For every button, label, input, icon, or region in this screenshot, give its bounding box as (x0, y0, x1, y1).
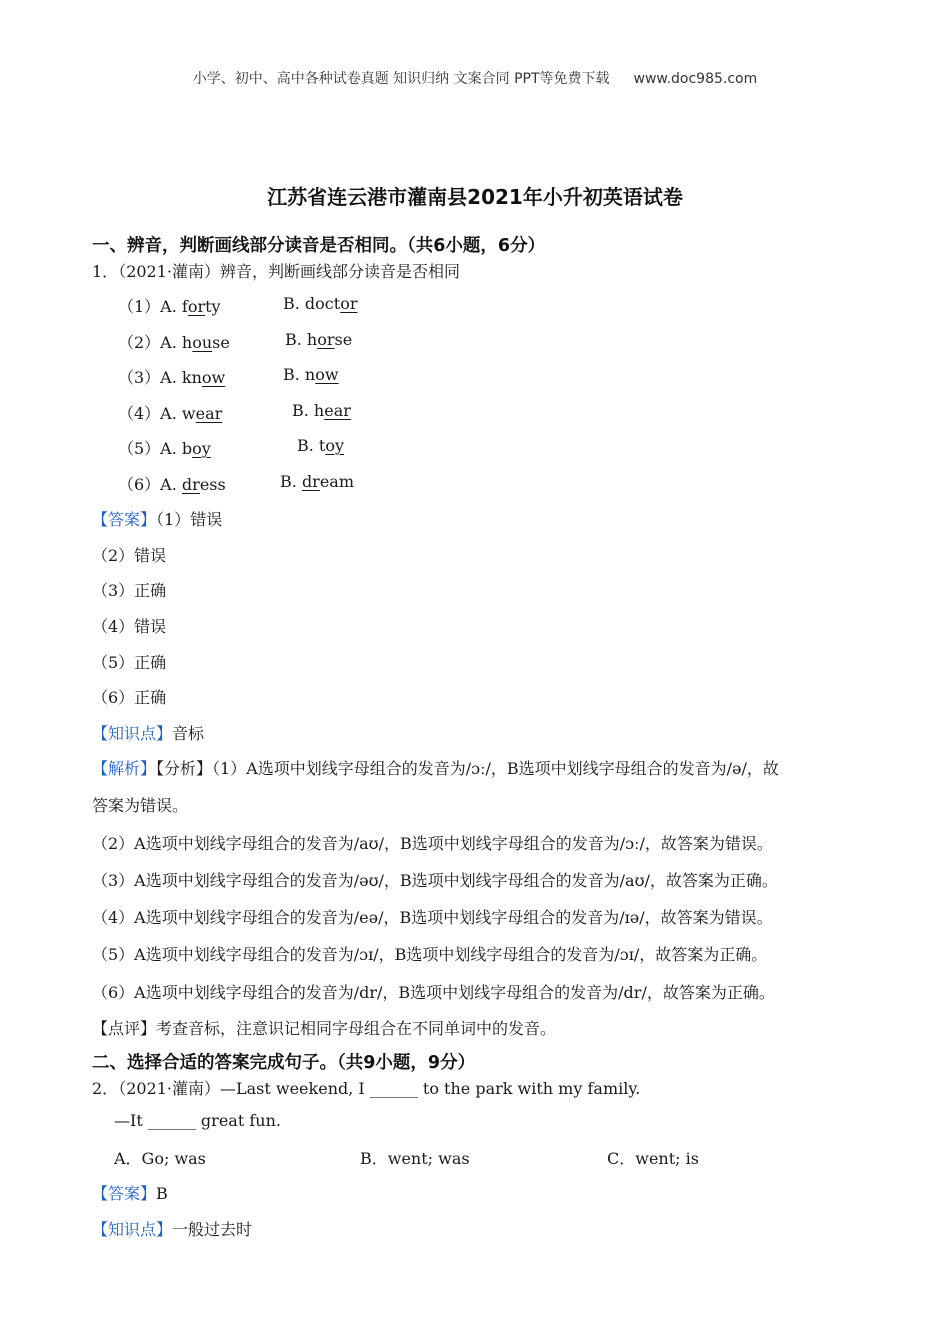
answer-line: （3）正确 (92, 581, 167, 600)
analysis-line: （6）A选项中划线字母组合的发音为/dr/，B选项中划线字母组合的发音为/dr/，故答案为正确。 (92, 983, 775, 1002)
answer-line: （6）正确 (92, 688, 167, 707)
option-c: C．went; is (607, 1149, 699, 1168)
answer-line: （2）错误 (92, 546, 167, 565)
answer-tag: 【答案】 (92, 510, 157, 529)
analysis-line: （5）A选项中划线字母组合的发音为/ɔɪ/，B选项中划线字母组合的发音为/ɔɪ/，故答案为正确。 (92, 945, 768, 964)
option-a: A．Go; was (114, 1149, 206, 1168)
question-number: 2． (92, 1079, 119, 1098)
analysis-line: （2）A选项中划线字母组合的发音为/aʊ/，B选项中划线字母组合的发音为/ɔː/，故答案为错误。 (92, 834, 773, 853)
question-text: 辨音，判断画线部分读音是否相同 (220, 262, 461, 281)
header-site-link[interactable]: www.doc985.com (633, 71, 758, 87)
knowledge-tag: 【知识点】 (92, 724, 173, 743)
analysis-line: （4）A选项中划线字母组合的发音为/eə/，B选项中划线字母组合的发音为/ɪə/，故答案为错误。 (92, 908, 773, 927)
answer-line: （5）正确 (92, 653, 167, 672)
analysis-line: 答案为错误。 (92, 796, 189, 815)
answer-line: （4）错误 (92, 617, 167, 636)
question-text: —Last weekend, I ______ to the park with my family. (220, 1079, 641, 1098)
answer-line: 【答案】（1）错误 (92, 510, 223, 529)
question-2-stem (92, 1076, 640, 1099)
knowledge-tag: 【知识点】 (92, 1220, 173, 1239)
question-2-line-2: —It ______ great fun. (114, 1111, 281, 1130)
analysis-tag: 【解析】 (92, 759, 157, 778)
page-title: 江苏省连云港市灌南县2021年小升初英语试卷 (267, 185, 683, 209)
knowledge-line: 【知识点】音标 (92, 724, 205, 743)
option-b: B．went; was (360, 1149, 470, 1168)
analysis-line: （3）A选项中划线字母组合的发音为/əʊ/，B选项中划线字母组合的发音为/aʊ/，故答案为正确。 (92, 871, 778, 890)
exam-page: 小学、初中、高中各种试卷真题 知识归纳 文案合同 PPT等免费下载 www.doc985.com 江苏省连云港市灌南县2021年小升初英语试卷 一、辨音，判断画线部分读音是否相同。（共6小题，6分） 1．（2021·灌南）辨音，判断画线部分读音是否相同 （1）A. forty B. doctor （2）A. house B. horse （3）A. know B. now （4）A. wear B. hear （5）A. boy B. toy （6）A. dress B. dream 【答案】（1）错误 （2）错误 （3）正确 （4）错误 （5）正确 （6）正确 【知识点】音标 【解析】【分析】（1）A选项中划线字母组合的发音为/ɔː/，B选项中划线字母组合的发音为/ə/，故 答案为错误。 （2）A选项中划线字母组合的发音为/aʊ/，B选项中划线字母组合的发音为/ɔː/，故答案为错误。 （3）A选项中划线字母组合的发音为/əʊ/，B选项中划线字母组合的发音为/aʊ/，故答案为正确。 （4）A选项中划线字母组合的发音为/eə/，B选项中划线字母组合的发音为/ɪə/，故答案为错误。 （5）A选项中划线字母组合的发音为/ɔɪ/，B选项中划线字母组合的发音为/ɔɪ/，故答案为正确。 （6）A选项中划线字母组合的发音为/dr/，B选项中划线字母组合的发音为/dr/，故答案为正确。 【点评】考查音标，注意识记相同字母组合在不同单词中的发音。 二、选择合适的答案完成句子。（共9小题，9分） 2．（2021·灌南）—Last weekend, I ______ to the park with my family. —It ______ great fun. A．Go; was B．went; was C．went; is 【答案】B 【知识点】一般过去时 (0, 0, 950, 1344)
question-1-stem (92, 259, 460, 282)
question-number: 1． (92, 262, 119, 281)
section-2-heading: 二、选择合适的答案完成句子。（共9小题，9分） (92, 1053, 476, 1073)
header-text: 小学、初中、高中各种试卷真题 知识归纳 文案合同 PPT等免费下载 (192, 71, 610, 87)
comment-line: 【点评】考查音标，注意识记相同字母组合在不同单词中的发音。 (92, 1019, 557, 1038)
page-header (0, 68, 950, 88)
answer-tag: 【答案】 (92, 1184, 157, 1203)
question-source: （2021·灌南） (118, 1079, 220, 1098)
analysis-line: 【解析】【分析】（1）A选项中划线字母组合的发音为/ɔː/，B选项中划线字母组合的发音为/ə/，故 (92, 759, 779, 778)
answer-line: 【答案】B (92, 1184, 168, 1203)
question-source: （2021·灌南） (118, 262, 220, 281)
knowledge-line: 【知识点】一般过去时 (92, 1220, 253, 1239)
section-1-heading: 一、辨音，判断画线部分读音是否相同。（共6小题，6分） (92, 236, 546, 256)
